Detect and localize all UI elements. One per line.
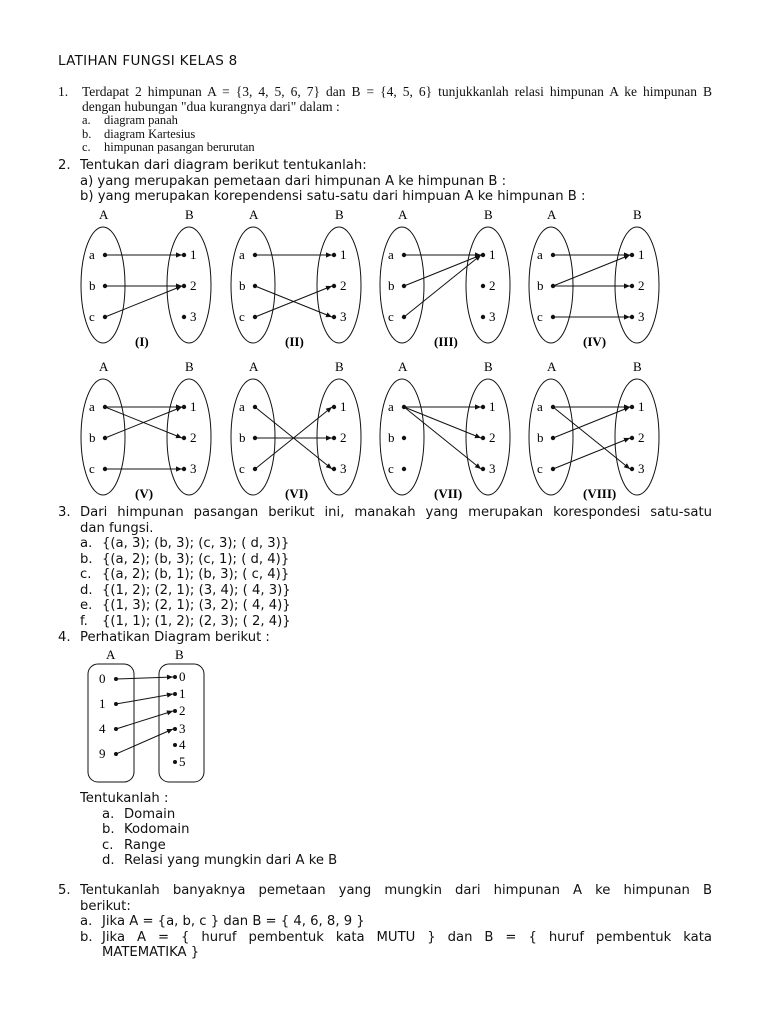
set-b-label: B: [185, 359, 194, 374]
set-b-ellipse: [466, 379, 510, 495]
codomain-label: 2: [179, 703, 186, 718]
codomain-label: 3: [179, 721, 186, 736]
q5-number: 5.: [58, 883, 71, 898]
domain-point: [402, 436, 406, 440]
codomain-point: [182, 405, 186, 409]
q4-prompt: Tentukanlah :: [80, 791, 169, 806]
q3-line2: dan fungsi.: [80, 520, 154, 536]
set-b-label: B: [335, 359, 344, 374]
domain-label: b: [89, 430, 96, 445]
q2-part-a: a) yang merupakan pemetaan dari himpunan A ke himpunan B :: [80, 173, 507, 189]
q4-text: Perhatikan Diagram berikut :: [80, 630, 270, 645]
q4-option-d: d. Relasi yang mungkin dari A ke B: [102, 853, 338, 868]
q1-option-c: c. himpunan pasangan berurutan: [82, 140, 255, 154]
codomain-label: 1: [190, 247, 197, 262]
arrow-diagram: [529, 207, 659, 349]
codomain-point: [173, 727, 177, 731]
codomain-point: [332, 467, 336, 471]
set-b-label: B: [185, 207, 194, 222]
set-a-label: A: [99, 359, 109, 374]
codomain-label: 2: [190, 430, 197, 445]
q4-number: 4.: [58, 630, 71, 645]
codomain-point: [182, 284, 186, 288]
codomain-point: [173, 709, 177, 713]
codomain-point: [173, 743, 177, 747]
domain-label: a: [537, 247, 543, 262]
domain-label: b: [89, 278, 96, 293]
q5-part-b-cont: MATEMATIKA }: [102, 945, 200, 960]
diagram-number: (II): [285, 334, 304, 349]
domain-label: b: [537, 278, 544, 293]
codomain-point: [481, 284, 485, 288]
set-a-label: A: [547, 207, 557, 222]
q3-option-e: e. {(1, 3); (2, 1); (3, 2); ( 4, 4)}: [80, 598, 291, 613]
domain-label: c: [239, 461, 245, 476]
q4-diagram: [80, 645, 220, 790]
q4-tasks: [80, 791, 337, 869]
set-b-label: B: [633, 359, 642, 374]
codomain-label: 2: [638, 278, 645, 293]
domain-label: a: [239, 399, 245, 414]
arrow-diagram: [380, 359, 510, 501]
set-a-label: A: [398, 207, 408, 222]
codomain-point: [481, 253, 485, 257]
codomain-label: 2: [190, 278, 197, 293]
codomain-point: [332, 253, 336, 257]
codomain-point: [173, 692, 177, 696]
codomain-point: [481, 315, 485, 319]
mapping-arrow: [553, 255, 630, 286]
codomain-label: 3: [190, 309, 197, 324]
set-a-label: A: [99, 207, 109, 222]
domain-label: b: [388, 278, 395, 293]
set-b-ellipse: [167, 227, 211, 343]
domain-label: c: [388, 309, 394, 324]
set-a-ellipse: [81, 227, 125, 343]
mapping-arrow: [404, 255, 481, 286]
set-a-ellipse: [380, 379, 424, 495]
codomain-point: [182, 315, 186, 319]
domain-label: 0: [99, 671, 106, 686]
domain-label: a: [537, 399, 543, 414]
codomain-label: 5: [179, 754, 186, 769]
domain-label: b: [239, 430, 246, 445]
set-a-ellipse: [81, 379, 125, 495]
codomain-label: 2: [489, 278, 496, 293]
domain-label: c: [89, 461, 95, 476]
set-a-label: A: [249, 207, 259, 222]
set-b-ellipse: [167, 379, 211, 495]
codomain-label: 3: [489, 461, 496, 476]
diagram-number: (VI): [285, 486, 309, 501]
codomain-point: [630, 253, 634, 257]
q5-part-a: a. Jika A = {a, b, c } dan B = { 4, 6, 8, 9 }: [80, 914, 365, 929]
q2-diagrams: [0, 200, 768, 505]
mapping-arrow: [105, 283, 182, 288]
q5-part-b: b. Jika A = { huruf pembentuk kata MUTU } dan B = { huruf pembentuk kata: [80, 929, 712, 945]
codomain-label: 3: [489, 309, 496, 324]
codomain-label: 1: [489, 247, 496, 262]
domain-label: c: [89, 309, 95, 324]
set-b-label: B: [335, 207, 344, 222]
diagram-number: (V): [135, 486, 154, 501]
domain-point: [402, 467, 406, 471]
q3-option-a: a. {(a, 3); (b, 3); (c, 3); ( d, 3)}: [80, 536, 290, 551]
arrow-diagram: [81, 359, 211, 501]
question-2: [58, 158, 585, 205]
codomain-point: [182, 467, 186, 471]
domain-label: b: [239, 278, 246, 293]
set-a-ellipse: [529, 379, 573, 495]
mapping-arrow: [553, 438, 630, 469]
mapping-arrow: [553, 283, 630, 288]
set-b-ellipse: [615, 379, 659, 495]
arrow-diagram: [529, 359, 659, 501]
arrow-diagram: [380, 207, 510, 349]
codomain-point: [630, 467, 634, 471]
q3-option-c: c. {(a, 2); (b, 1); (b, 3); ( c, 4)}: [80, 567, 290, 582]
mapping-arrow: [105, 286, 182, 317]
mapping-arrow: [116, 710, 173, 729]
codomain-label: 1: [340, 247, 347, 262]
domain-label: a: [388, 399, 394, 414]
set-b-ellipse: [615, 227, 659, 343]
codomain-label: 1: [489, 399, 496, 414]
codomain-point: [481, 405, 485, 409]
domain-label: b: [537, 430, 544, 445]
set-b-ellipse: [317, 379, 361, 495]
set-b-label: B: [484, 207, 493, 222]
codomain-point: [630, 284, 634, 288]
codomain-point: [332, 284, 336, 288]
q3-option-b: b. {(a, 2); (b, 3); (c, 1); ( d, 4)}: [80, 551, 290, 567]
arrow-diagram: [231, 207, 361, 349]
set-b-label: B: [633, 207, 642, 222]
arrow-diagram: [231, 359, 361, 501]
domain-label: 9: [99, 746, 106, 761]
codomain-label: 0: [179, 669, 186, 684]
question-3: [58, 505, 712, 629]
codomain-label: 3: [638, 461, 645, 476]
codomain-label: 2: [638, 430, 645, 445]
codomain-point: [332, 315, 336, 319]
codomain-label: 3: [340, 461, 347, 476]
mapping-arrow: [116, 729, 173, 754]
q1-option-a: a. diagram panah: [82, 113, 178, 127]
domain-label: b: [388, 430, 395, 445]
codomain-point: [332, 436, 336, 440]
q1-line1: Terdapat 2 himpunan A = {3, 4, 5, 6, 7} dan B = {4, 5, 6} tunjukkanlah relasi himpunan A ke himpunan B: [82, 84, 712, 99]
set-a-label: A: [106, 647, 116, 662]
set-b-label: B: [175, 647, 184, 662]
q4-option-a: a. Domain: [102, 806, 176, 822]
domain-label: 1: [99, 696, 106, 711]
mapping-arrow: [553, 407, 630, 469]
domain-label: a: [239, 247, 245, 262]
q1-line2: dengan hubungan "dua kurangnya dari" dalam :: [82, 99, 340, 114]
arrow-diagram: [81, 207, 211, 349]
diagram-number: (VII): [434, 486, 463, 501]
diagram-number: (III): [434, 334, 458, 349]
q2-text: Tentukan dari diagram berikut tentukanlah:: [80, 158, 367, 173]
q2-number: 2.: [58, 158, 71, 173]
codomain-label: 3: [190, 461, 197, 476]
mapping-arrow: [404, 407, 481, 469]
question-1: [58, 84, 712, 155]
mapping-arrow: [404, 407, 481, 438]
mapping-arrow: [116, 675, 173, 680]
codomain-label: 1: [179, 686, 186, 701]
codomain-label: 2: [340, 278, 347, 293]
codomain-point: [630, 436, 634, 440]
domain-label: a: [89, 247, 95, 262]
codomain-point: [173, 760, 177, 764]
set-a-label: A: [249, 359, 259, 374]
codomain-point: [481, 467, 485, 471]
codomain-point: [182, 436, 186, 440]
set-a-ellipse: [231, 379, 275, 495]
codomain-point: [630, 315, 634, 319]
codomain-label: 3: [340, 309, 347, 324]
set-a-ellipse: [231, 227, 275, 343]
codomain-label: 1: [190, 399, 197, 414]
set-a-label: A: [398, 359, 408, 374]
q1-number: 1.: [58, 84, 69, 99]
set-a-label: A: [547, 359, 557, 374]
q2-part-b: b) yang merupakan korependensi satu-satu dari himpuan A ke himpunan B :: [80, 189, 586, 204]
q3-line1: Dari himpunan pasangan berikut ini, manakah yang merupakan korespondesi satu-satu: [80, 505, 712, 520]
q5-line1: Tentukanlah banyaknya pemetaan yang mungkin dari himpunan A ke himpunan B: [80, 883, 712, 898]
q3-number: 3.: [58, 505, 71, 520]
question-5: [58, 883, 712, 961]
domain-label: c: [537, 309, 543, 324]
mapping-arrow: [553, 407, 630, 438]
codomain-point: [481, 436, 485, 440]
q1-option-b: b. diagram Kartesius: [82, 126, 196, 141]
codomain-label: 2: [340, 430, 347, 445]
codomain-point: [182, 253, 186, 257]
set-b-ellipse: [466, 227, 510, 343]
domain-label: a: [89, 399, 95, 414]
mapping-arrow: [116, 692, 173, 704]
codomain-point: [332, 405, 336, 409]
set-b-label: B: [484, 359, 493, 374]
codomain-label: 1: [638, 399, 645, 414]
domain-label: c: [537, 461, 543, 476]
set-a-ellipse: [529, 227, 573, 343]
question-4: [58, 630, 270, 646]
set-b-ellipse: [317, 227, 361, 343]
q5-line2: berikut:: [80, 898, 131, 914]
domain-label: c: [388, 461, 394, 476]
diagram-number: (VIII): [583, 486, 617, 501]
codomain-label: 1: [340, 399, 347, 414]
domain-label: c: [239, 309, 245, 324]
page-title: LATIHAN FUNGSI KELAS 8: [58, 53, 238, 69]
q4-option-b: b. Kodomain: [102, 822, 190, 837]
q3-option-f: f. {(1, 1); (1, 2); (2, 3); ( 2, 4)}: [80, 613, 291, 629]
set-a-ellipse: [380, 227, 424, 343]
mapping-arrow: [404, 255, 481, 317]
codomain-label: 2: [489, 430, 496, 445]
q4-option-c: c. Range: [102, 837, 166, 853]
codomain-label: 3: [638, 309, 645, 324]
q3-option-d: d. {(1, 2); (2, 1); (3, 4); ( 4, 3)}: [80, 582, 291, 598]
set-a-box: [88, 664, 134, 782]
codomain-label: 1: [638, 247, 645, 262]
domain-label: a: [388, 247, 394, 262]
codomain-point: [630, 405, 634, 409]
domain-label: 4: [99, 721, 106, 736]
diagram-number: (I): [135, 334, 149, 349]
codomain-point: [173, 675, 177, 679]
codomain-label: 4: [179, 737, 186, 752]
diagram-number: (IV): [583, 334, 607, 349]
